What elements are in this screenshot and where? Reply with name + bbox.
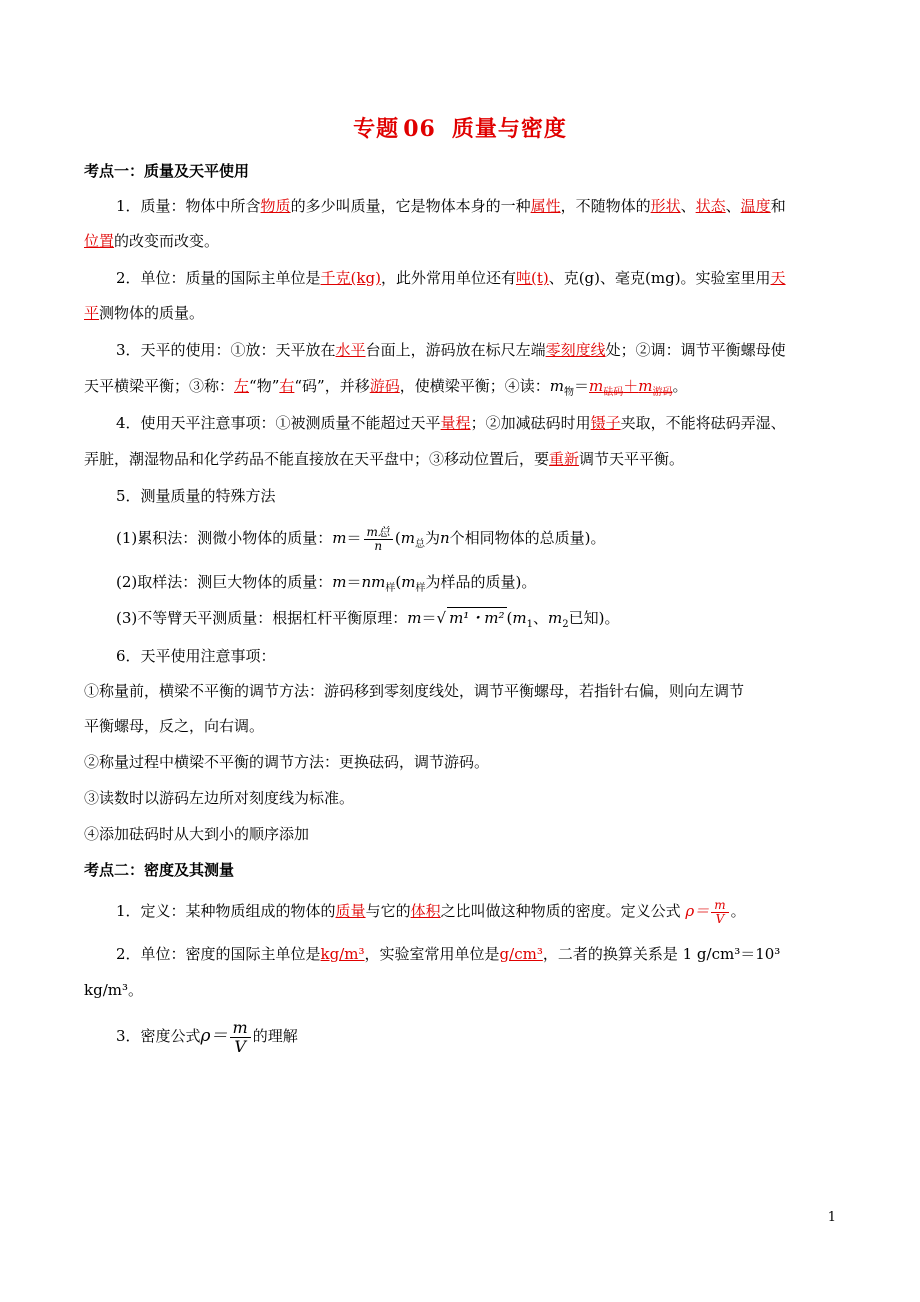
paragraph-mass-definition-line2: 位置的改变而改变。: [84, 232, 220, 250]
paragraph-density-unit-line2: kg/m³。: [84, 981, 143, 999]
method-sampling: (2)取样法：测巨大物体的质量：$m=nm_样(m_样$为样品的质量)。: [116, 573, 537, 594]
paragraph-unit-line1: 2．单位：质量的国际主单位是千克(kg)，此外常用单位还有吨(t)、克(g)、毫克(mg)。实验室里用天: [116, 269, 786, 287]
paragraph-unit-line2: 平测物体的质量。: [84, 304, 205, 322]
fraction-total-mass-over-n: $\frac{\text{m总}}{n}$: [364, 526, 393, 553]
paragraph-balance-use-line2: 天平横梁平衡；③称：左“物”右“码”，并移游码，使横梁平衡；④读：$m_物=m_{砝码}+m_{游码}$。: [84, 377, 688, 398]
paragraph-balance-notes-line2: 弄脏，潮湿物品和化学药品不能直接放在天平盘中；③移动位置后，要重新调节天平平衡。: [84, 450, 685, 468]
tip-item-2: ②称量过程中横梁不平衡的调节方法：更换砝码，调节游码。: [84, 753, 490, 771]
paragraph-density-definition: 1．定义：某种物质组成的物体的质量与它的体积之比叫做这种物质的密度。定义公式 ρ＝ $\frac{m}{V}$ 。: [116, 897, 746, 926]
paragraph-mass-definition-line1: 1．质量：物体中所含物质的多少叫质量，它是物体本身的一种属性，不随物体的形状、状态、温度和: [116, 197, 786, 215]
paragraph-special-methods-heading: 5．测量质量的特殊方法: [116, 487, 276, 505]
page-title: 专题 06 质量与密度: [353, 116, 567, 142]
density-formula: $\frac{m}{V}$: [230, 1019, 251, 1056]
tip-item-1-line2: 平衡螺母，反之，向右调。: [84, 717, 265, 735]
section-heading-density: 考点二：密度及其测量: [84, 861, 235, 879]
paragraph-balance-notes-line1: 4．使用天平注意事项：①被测质量不能超过天平量程；②加减砝码时用镊子夹取，不能将砝码弄湿、: [116, 414, 786, 432]
tip-item-3: ③读数时以游码左边所对刻度线为标准。: [84, 789, 355, 807]
tip-item-1-line1: ①称量前，横梁不平衡的调节方法：游码移到零刻度线处，调节平衡螺母，若指针右偏，则向左调节: [84, 682, 745, 700]
paragraph-balance-use-line1: 3．天平的使用：①放：天平放在水平台面上，游码放在标尺左端零刻度线处；②调：调节平衡螺母使: [116, 341, 786, 359]
paragraph-density-unit-line1: 2．单位：密度的国际主单位是kg/m³，实验室常用单位是g/cm³，二者的换算关系是 1 g/cm³＝10³: [116, 945, 781, 963]
paragraph-density-formula-understanding: 3．密度公式ρ＝ $\frac{m}{V}$ 的理解: [116, 1017, 298, 1056]
tip-item-4: ④添加砝码时从大到小的顺序添加: [84, 825, 310, 843]
section-heading-mass: 考点一：质量及天平使用: [84, 162, 250, 180]
density-definition-formula: $\frac{m}{V}$: [711, 899, 728, 926]
method-unequal-arm: (3)不等臂天平测质量：根据杠杆平衡原理：m＝√ m¹・m² ($m_1$、$m_2$已知)。: [116, 609, 620, 630]
paragraph-balance-tips-heading: 6．天平使用注意事项：: [116, 647, 276, 665]
page-number: 1: [827, 1210, 836, 1225]
square-root-expression: m¹・m²: [449, 609, 505, 627]
method-accumulation: (1)累积法：测微小物体的质量：m＝ $\frac{\text{m总}}{n}$ ($m_总$为n个相同物体的总质量)。: [116, 524, 606, 553]
